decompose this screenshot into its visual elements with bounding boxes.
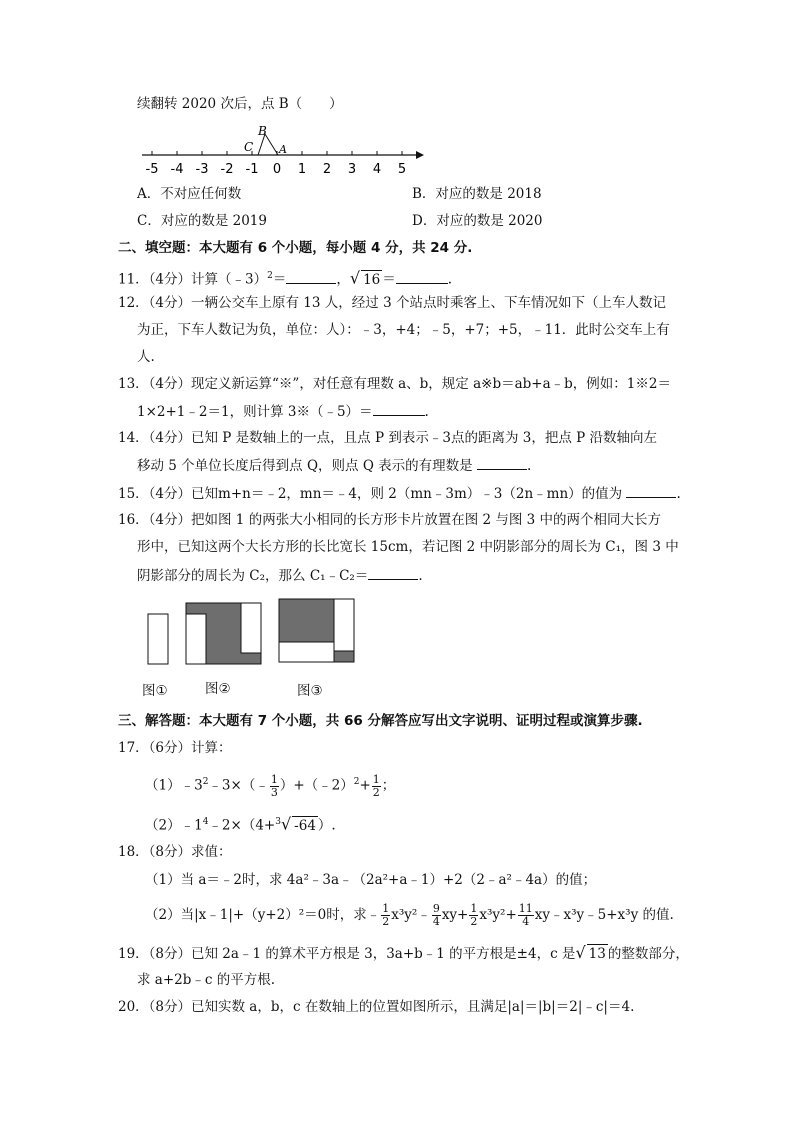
q11-period: . bbox=[447, 271, 453, 288]
fig1-caption: 图① bbox=[142, 683, 168, 699]
q17-p2-a: （2）﹣1 bbox=[145, 817, 203, 834]
q16-blank[interactable] bbox=[368, 566, 418, 580]
q14-line2-text: 移动 5 个单位长度后得到点 Q，则点 Q 表示的有理数是 bbox=[137, 458, 473, 474]
q16-period: . bbox=[418, 568, 423, 584]
fig1-card bbox=[148, 614, 168, 664]
q16-line1: 16．（4分）把如图 1 的两张大小相同的长方形卡片放置在图 2 与图 3 中的两个相同大长方 bbox=[118, 512, 662, 528]
tick-label: 0 bbox=[272, 162, 282, 177]
tick-label: -3 bbox=[195, 162, 209, 177]
q17-p1-c: ）+（﹣2） bbox=[279, 777, 354, 794]
q19-line1: 19．（8分）已知 2a﹣1 的算术平方根是 3，3a+b﹣1 的平方根是±4，c 是√ 13 的整数部分， bbox=[118, 943, 689, 962]
q11-text1: （4分）计算（﹣3） bbox=[148, 271, 268, 288]
q18-p2-a: （2）当|x﹣1|+（y+2）²＝0时，求﹣ bbox=[145, 907, 381, 923]
label-a: A bbox=[279, 143, 287, 156]
fig3-card-right bbox=[334, 599, 354, 651]
q18-frac2: $\frac{9}{4}$ bbox=[432, 902, 440, 928]
q14-period: . bbox=[526, 458, 532, 474]
q11-num: 11． bbox=[118, 271, 149, 288]
q11-blank1[interactable] bbox=[286, 270, 336, 284]
q17-cube-index: 3 bbox=[275, 817, 281, 827]
q19-l1-a: 19．（8分）已知 2a﹣1 的算术平方根是 3，3a+b﹣1 的平方根是±4，c 是 bbox=[118, 946, 576, 962]
q15-period: . bbox=[676, 486, 681, 502]
q12-line1: 12．（4分）一辆公交车上原有 13 人，经过 3 个站点时乘客上、下车情况如下（上车人数记 bbox=[118, 295, 666, 311]
q11-blank2[interactable] bbox=[396, 270, 448, 284]
q10-stem-tail: 续翻转 2020 次后，点 B（ ） bbox=[137, 96, 343, 112]
q15-text: 15．（4分）已知m+n＝﹣2，mn＝﹣4，则 2（mn﹣3m）﹣3（2n﹣mn）的值为 bbox=[118, 486, 623, 502]
q18-part2 bbox=[145, 900, 674, 930]
q18-p2-d: x³y²+ bbox=[479, 907, 517, 923]
q11-radicand: 16 bbox=[363, 271, 381, 288]
q18-head: 18．（8分）求值： bbox=[118, 844, 232, 860]
q14-line2 bbox=[137, 456, 531, 475]
q13-line1: 13．（4分）现定义新运算“※”，对任意有理数 a、b，规定 a※b＝ab+a﹣b，例如：1※2＝ bbox=[118, 376, 671, 392]
tick-label: -1 bbox=[245, 162, 259, 177]
q17-head: 17．（6分）计算： bbox=[118, 740, 232, 756]
q13-line2 bbox=[137, 402, 429, 421]
q17-p1-e: ； bbox=[381, 777, 396, 794]
tick-label: -4 bbox=[170, 162, 184, 177]
q16-line3 bbox=[137, 566, 423, 585]
tick-label: -5 bbox=[145, 162, 159, 177]
q17-part2: $(2)﹣1^4﹣2\times(4+^3√$ -64 ）. bbox=[145, 814, 336, 834]
q17-cube-radicand: -64 bbox=[294, 817, 316, 834]
q17-frac-1-2: $\frac{1}{2}$ bbox=[372, 772, 380, 799]
q14-blank[interactable] bbox=[477, 456, 527, 470]
q18-frac3: $\frac{1}{2}$ bbox=[470, 902, 478, 928]
tick-label: 3 bbox=[347, 162, 357, 177]
q17-p1-a: （1）﹣3 bbox=[145, 777, 203, 794]
q13-line2-text: 1×2+1﹣2＝1，则计算 3※（﹣5）＝ bbox=[137, 404, 373, 420]
q18-p2-c: xy+ bbox=[441, 907, 469, 923]
q18-frac4: $\frac{11}{4}$ bbox=[518, 902, 533, 928]
q17-p2-b: ﹣2×（4+ bbox=[208, 817, 276, 834]
option-c: C．对应的数是 2019 bbox=[137, 213, 267, 229]
q19-radicand: 13 bbox=[588, 946, 606, 962]
fig2-caption: 图② bbox=[205, 681, 231, 697]
option-a: A．不对应任何数 bbox=[137, 186, 242, 202]
q16-line3-text: 阴影部分的周长为 C₂，那么 C₁﹣C₂＝ bbox=[137, 568, 369, 584]
q19-l1-b: 的整数部分， bbox=[607, 946, 689, 962]
tick-label: 5 bbox=[397, 162, 407, 177]
tick-label: -2 bbox=[220, 162, 234, 177]
q11-eq2: ＝ bbox=[382, 271, 396, 288]
section2-heading: 二、填空题：本大题有 6 个小题，每小题 4 分，共 24 分. bbox=[118, 240, 473, 256]
q15-blank[interactable] bbox=[626, 484, 676, 498]
q11-comma: ， bbox=[336, 271, 350, 288]
q20-line1: 20．（8分）已知实数 a，b，c 在数轴上的位置如图所示，且满足|a|＝|b|＝2|﹣c|＝4. bbox=[118, 999, 635, 1015]
q14-line1: 14．（4分）已知 P 是数轴上的一点，且点 P 到表示﹣3点的距离为 3，把点 P 沿数轴向左 bbox=[118, 430, 657, 446]
fig2-card-left bbox=[186, 614, 206, 664]
q18-p2-e: xy﹣x³y﹣5+x³y 的值. bbox=[534, 907, 674, 923]
q11: 11．（4分）计算（﹣3）$^2$＝ ，√ 16 ＝ . bbox=[118, 268, 453, 288]
option-b: B．对应的数是 2018 bbox=[412, 186, 542, 202]
label-c: C bbox=[244, 140, 254, 154]
q18-frac1: $\frac{1}{2}$ bbox=[382, 902, 390, 928]
q17-part1: $(1)﹣3^2﹣3\times(﹣$ $\frac{1}{3}$ ）+（﹣2）$^2$+ $\frac{1}{2}$ ； bbox=[145, 772, 396, 799]
option-d: D．对应的数是 2020 bbox=[412, 213, 543, 229]
q12-line2: 为正，下车人数记为负，单位：人）：﹣3，+4；﹣5，+7；+5，﹣11．此时公交车上有 bbox=[137, 322, 670, 338]
label-b: B bbox=[258, 124, 267, 138]
q13-blank[interactable] bbox=[373, 402, 425, 416]
tick-label: 2 bbox=[322, 162, 332, 177]
q18-p2-b: x³y²﹣ bbox=[391, 907, 431, 923]
q19-line2: 求 a+2b﹣c 的平方根. bbox=[137, 972, 276, 988]
q17-frac-1-3: $\frac{1}{3}$ bbox=[270, 772, 278, 799]
number-line-arrow bbox=[416, 151, 424, 159]
q12-line3: 人. bbox=[137, 349, 155, 365]
q17-p1-b: ﹣3×（﹣ bbox=[208, 777, 269, 794]
q13-period: . bbox=[424, 404, 429, 420]
q16-figures bbox=[140, 596, 365, 671]
fig3-caption: 图③ bbox=[297, 683, 323, 699]
fig2-card-right bbox=[241, 603, 261, 653]
q18-part1: （1）当 a＝﹣2时，求 4a²﹣3a﹣（2a²+a﹣1）+2（2﹣a²﹣4a）的值； bbox=[145, 872, 597, 888]
q15-line1 bbox=[118, 484, 681, 503]
fig3-card-bottom bbox=[279, 642, 334, 662]
tick-label: 1 bbox=[297, 162, 307, 177]
q11-eq1: ＝ bbox=[272, 271, 287, 288]
q17-p2-c: ）. bbox=[317, 817, 336, 834]
q16-line2: 形中，已知这两个大长方形的长比宽长 15cm，若记图 2 中阴影部分的周长为 C₁，图 3 中 bbox=[137, 539, 679, 555]
number-line-figure bbox=[140, 122, 425, 180]
tick-label: 4 bbox=[372, 162, 382, 177]
section3-heading: 三、解答题：本大题有 7 个小题，共 66 分解答应写出文字说明、证明过程或演算步骤. bbox=[118, 713, 643, 729]
q17-p1-d: + bbox=[359, 777, 371, 794]
